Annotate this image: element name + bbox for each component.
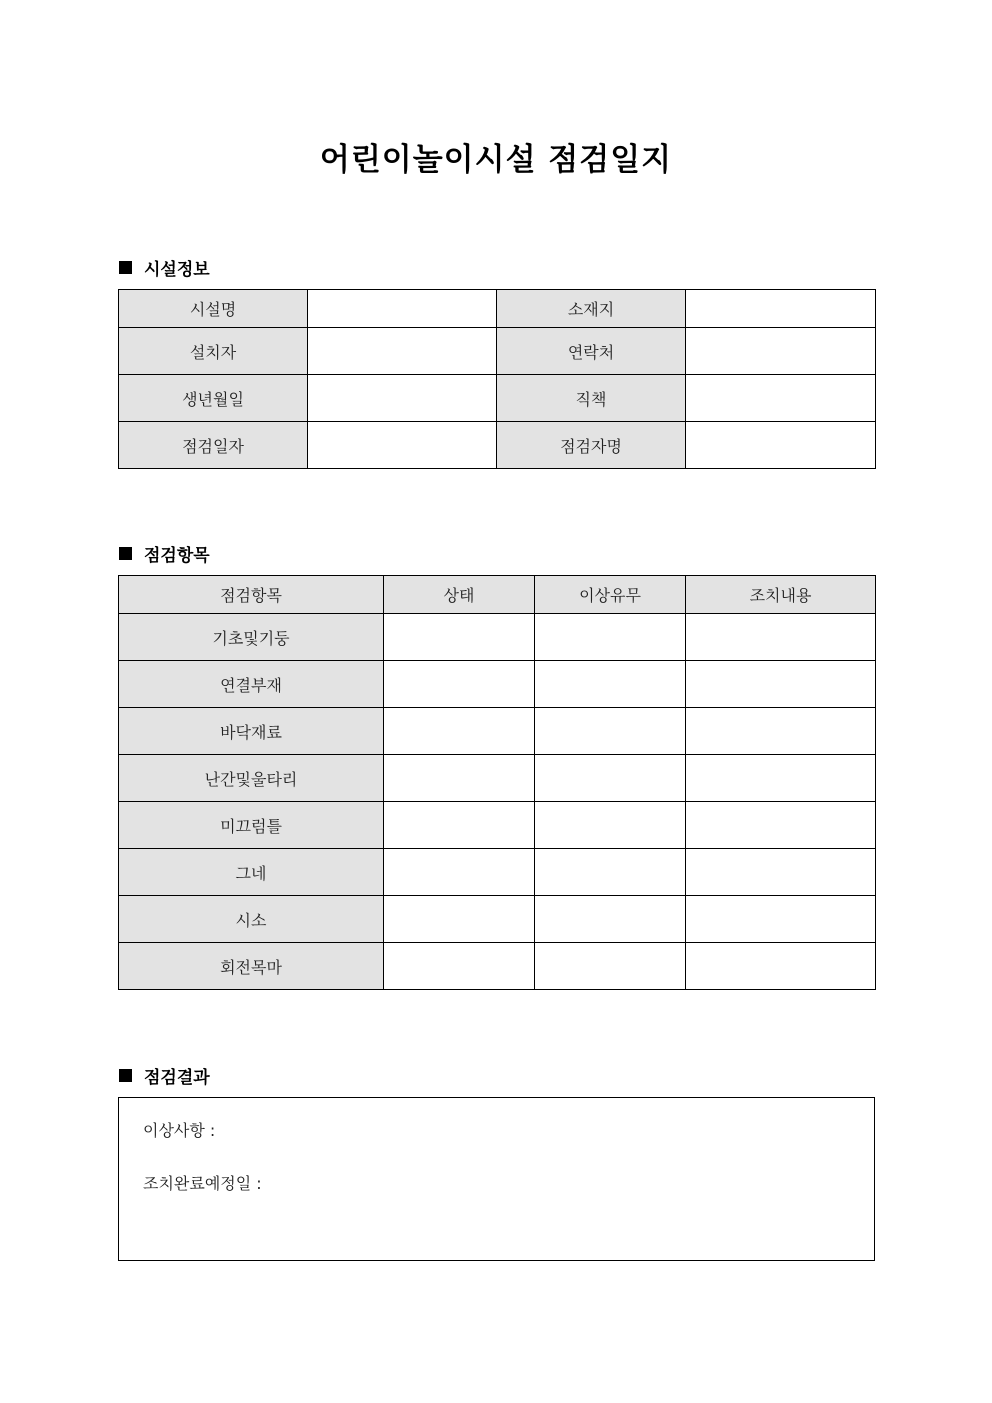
square-bullet-icon bbox=[119, 1069, 132, 1082]
birthdate-field[interactable] bbox=[308, 375, 497, 422]
label-position: 직책 bbox=[497, 375, 686, 422]
label-installer: 설치자 bbox=[119, 328, 308, 375]
action-cell[interactable] bbox=[686, 943, 876, 990]
item-label: 시소 bbox=[119, 896, 384, 943]
table-row bbox=[119, 708, 876, 755]
action-cell[interactable] bbox=[686, 802, 876, 849]
inspection-items-table bbox=[118, 575, 876, 990]
action-cell[interactable] bbox=[686, 661, 876, 708]
status-cell[interactable] bbox=[384, 943, 535, 990]
inspector-name-field[interactable] bbox=[686, 422, 876, 469]
table-row bbox=[119, 802, 876, 849]
inspection-date-field[interactable] bbox=[308, 422, 497, 469]
facility-info-table bbox=[118, 289, 876, 469]
column-header-status: 상태 bbox=[384, 576, 535, 614]
inspection-result-box[interactable] bbox=[118, 1097, 875, 1261]
label-contact: 연락처 bbox=[497, 328, 686, 375]
abnormal-cell[interactable] bbox=[535, 708, 686, 755]
status-cell[interactable] bbox=[384, 614, 535, 661]
abnormal-cell[interactable] bbox=[535, 661, 686, 708]
label-birthdate: 생년월일 bbox=[119, 375, 308, 422]
status-cell[interactable] bbox=[384, 708, 535, 755]
table-row bbox=[119, 422, 876, 469]
label-facility-name: 시설명 bbox=[119, 290, 308, 328]
abnormal-cell[interactable] bbox=[535, 849, 686, 896]
abnormal-items-label: 이상사항 : bbox=[143, 1121, 216, 1140]
abnormal-cell[interactable] bbox=[535, 614, 686, 661]
location-field[interactable] bbox=[686, 290, 876, 328]
completion-date-label: 조치완료예정일 : bbox=[143, 1174, 262, 1193]
status-cell[interactable] bbox=[384, 755, 535, 802]
column-header-item: 점검항목 bbox=[119, 576, 384, 614]
installer-field[interactable] bbox=[308, 328, 497, 375]
facility-name-field[interactable] bbox=[308, 290, 497, 328]
section-heading-inspection-result bbox=[119, 1063, 210, 1088]
section-title: 점검항목 bbox=[144, 546, 210, 566]
table-header-row bbox=[119, 576, 876, 614]
action-cell[interactable] bbox=[686, 755, 876, 802]
table-row bbox=[119, 849, 876, 896]
item-label: 바닥재료 bbox=[119, 708, 384, 755]
label-location: 소재지 bbox=[497, 290, 686, 328]
table-row bbox=[119, 661, 876, 708]
table-row bbox=[119, 896, 876, 943]
section-heading-inspection-items bbox=[119, 541, 210, 566]
abnormal-cell[interactable] bbox=[535, 802, 686, 849]
column-header-abnormal: 이상유무 bbox=[535, 576, 686, 614]
status-cell[interactable] bbox=[384, 661, 535, 708]
item-label: 그네 bbox=[119, 849, 384, 896]
section-heading-facility-info bbox=[119, 255, 210, 280]
position-field[interactable] bbox=[686, 375, 876, 422]
status-cell[interactable] bbox=[384, 849, 535, 896]
square-bullet-icon bbox=[119, 547, 132, 560]
label-inspector-name: 점검자명 bbox=[497, 422, 686, 469]
label-inspection-date: 점검일자 bbox=[119, 422, 308, 469]
column-header-action: 조치내용 bbox=[686, 576, 876, 614]
status-cell[interactable] bbox=[384, 896, 535, 943]
action-cell[interactable] bbox=[686, 614, 876, 661]
item-label: 미끄럼틀 bbox=[119, 802, 384, 849]
item-label: 기초및기둥 bbox=[119, 614, 384, 661]
abnormal-cell[interactable] bbox=[535, 896, 686, 943]
action-cell[interactable] bbox=[686, 708, 876, 755]
table-row bbox=[119, 943, 876, 990]
document-title: 어린이놀이시설 점검일지 bbox=[319, 142, 673, 178]
section-title: 점검결과 bbox=[144, 1068, 210, 1088]
item-label: 난간및울타리 bbox=[119, 755, 384, 802]
abnormal-cell[interactable] bbox=[535, 755, 686, 802]
square-bullet-icon bbox=[119, 261, 132, 274]
table-row bbox=[119, 375, 876, 422]
table-row bbox=[119, 290, 876, 328]
table-row bbox=[119, 614, 876, 661]
table-row bbox=[119, 328, 876, 375]
item-label: 연결부재 bbox=[119, 661, 384, 708]
abnormal-cell[interactable] bbox=[535, 943, 686, 990]
contact-field[interactable] bbox=[686, 328, 876, 375]
table-row bbox=[119, 755, 876, 802]
section-title: 시설정보 bbox=[144, 260, 210, 280]
status-cell[interactable] bbox=[384, 802, 535, 849]
action-cell[interactable] bbox=[686, 849, 876, 896]
action-cell[interactable] bbox=[686, 896, 876, 943]
item-label: 회전목마 bbox=[119, 943, 384, 990]
